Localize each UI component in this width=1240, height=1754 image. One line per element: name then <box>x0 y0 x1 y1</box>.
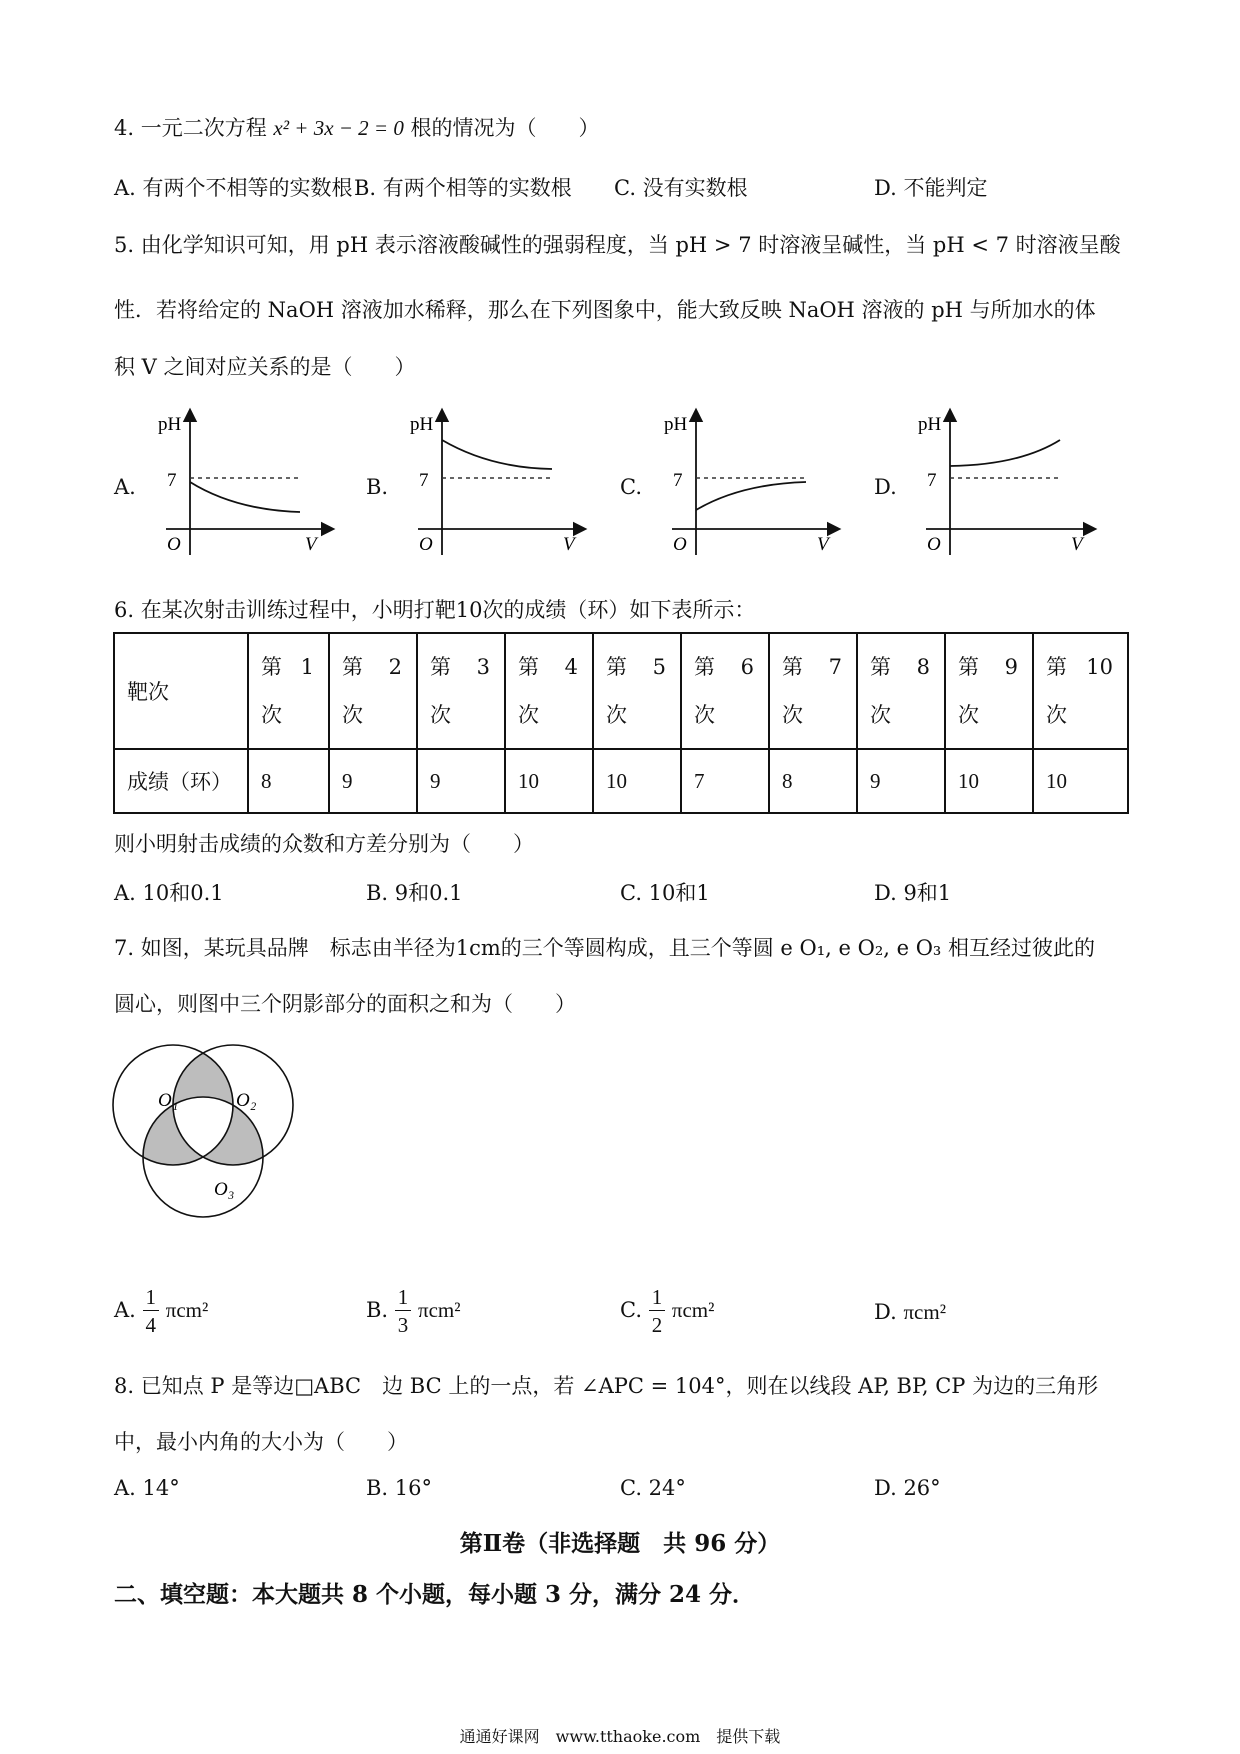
q7-a-letter: A. <box>114 1298 136 1322</box>
attempt-9-b: 9 <box>1004 655 1018 679</box>
q6-stem: 6. 在某次射击训练过程中，小明打靶10次的成绩（环）如下表所示： <box>114 598 756 622</box>
q7-c-tail: πcm² <box>671 1298 715 1322</box>
q5-d-axis-y: pH <box>918 414 942 435</box>
attempt-1-b: 1 <box>300 655 314 679</box>
attempt-cell-3 <box>417 633 505 749</box>
table-row-attempts <box>114 633 1128 749</box>
q5-b-axis-y: pH <box>410 414 434 435</box>
q6-question: 则小明射击成绩的众数和方差分别为（ ） <box>114 832 534 856</box>
q5-d-axis-x: V <box>1071 534 1083 555</box>
attempt-7-c: 次 <box>782 703 803 727</box>
attempt-1-c: 次 <box>261 703 282 727</box>
q4-option-d: D. 不能判定 <box>874 176 988 200</box>
q7-b-num: 1 <box>395 1284 412 1311</box>
q5-line-3: 积 V 之间对应关系的是（ ） <box>114 355 416 379</box>
q7-a-den: 4 <box>145 1313 157 1337</box>
q8-option-b: B. 16° <box>366 1476 433 1500</box>
section-2-title: 第Ⅱ卷（非选择题 共 96 分） <box>459 1530 781 1557</box>
score-cell-2: 9 <box>329 749 417 813</box>
attempt-1-a: 第 <box>261 655 282 679</box>
q4-option-a: A. 有两个不相等的实数根 <box>114 176 353 200</box>
attempt-cell-7 <box>769 633 857 749</box>
q8-line-2: 中，最小内角的大小为（ ） <box>114 1430 408 1454</box>
q5-graph-a-label: A. <box>114 475 136 499</box>
q6-option-d: D. 9和1 <box>874 881 952 905</box>
attempt-6-c: 次 <box>694 703 715 727</box>
q7-d-tail: πcm² <box>903 1300 947 1324</box>
q5-graph-d-label: D. <box>874 475 897 499</box>
attempt-7-b: 7 <box>828 655 842 679</box>
q5-graph-b <box>410 413 582 555</box>
q5-graph-d <box>918 413 1092 555</box>
q7-b-fraction <box>395 1284 412 1339</box>
q8-option-c: C. 24° <box>620 1476 686 1500</box>
q5-graph-b-label: B. <box>366 475 389 499</box>
attempt-6-a: 第 <box>694 655 715 679</box>
q7-c-letter: C. <box>620 1298 642 1322</box>
attempt-3-a: 第 <box>430 655 451 679</box>
attempt-9-a: 第 <box>958 655 979 679</box>
q5-c-ref: 7 <box>673 470 683 491</box>
q8-line-1: 8. 已知点 P 是等边□ABC 边 BC 上的一点，若 ∠APC = 104°，则在以线段 AP, BP, CP 为边的三角形 <box>114 1374 1099 1398</box>
q4-equation: x² + 3x − 2 = 0 <box>273 116 404 140</box>
attempt-cell-5 <box>593 633 681 749</box>
attempt-8-c: 次 <box>870 703 891 727</box>
q7-d-letter: D. <box>874 1300 897 1324</box>
attempt-cell-10 <box>1033 633 1128 749</box>
q5-c-origin: O <box>673 534 687 555</box>
q5-d-ref: 7 <box>927 470 937 491</box>
q8-option-d: D. 26° <box>874 1476 941 1500</box>
q5-a-axis-y: pH <box>158 414 182 435</box>
q5-graph-a <box>158 413 330 555</box>
q7-line-1: 7. 如图，某玩具品牌 标志由半径为1cm的三个等圆构成，且三个等圆 e O₁, e O₂, e O₃ 相互经过彼此的 <box>114 936 1096 960</box>
q4-stem-prefix: 4. 一元二次方程 <box>114 116 267 140</box>
attempt-5-a: 第 <box>606 655 627 679</box>
q5-line-1: 5. 由化学知识可知，用 pH 表示溶液酸碱性的强弱程度，当 pH > 7 时溶液呈碱性，当 pH < 7 时溶液呈酸 <box>114 233 1121 257</box>
attempt-5-c: 次 <box>606 703 627 727</box>
q4-stem-suffix: 根的情况为（ ） <box>410 116 600 140</box>
attempt-4-a: 第 <box>518 655 539 679</box>
attempt-9-c: 次 <box>958 703 979 727</box>
q7-b-letter: B. <box>366 1298 389 1322</box>
q6-option-b: B. 9和0.1 <box>366 881 463 905</box>
q5-a-origin: O <box>167 534 181 555</box>
attempt-10-b: 10 <box>1086 655 1113 679</box>
score-cell-5: 10 <box>593 749 681 813</box>
q7-option-d <box>874 1300 946 1325</box>
attempt-cell-6 <box>681 633 769 749</box>
three-circles-diagram <box>100 1030 350 1250</box>
q7-c-den: 2 <box>651 1313 663 1337</box>
attempt-2-b: 2 <box>388 655 402 679</box>
q7-c-fraction <box>649 1284 666 1339</box>
attempt-cell-8 <box>857 633 945 749</box>
attempt-7-a: 第 <box>782 655 803 679</box>
row-header-attempt: 靶次 <box>114 633 248 749</box>
attempt-10-a: 第 <box>1046 655 1067 679</box>
q4-option-b: B. 有两个相等的实数根 <box>354 176 572 200</box>
q7-option-a <box>114 1284 208 1339</box>
q5-d-origin: O <box>927 534 941 555</box>
q7-line-2: 圆心，则图中三个阴影部分的面积之和为（ ） <box>114 992 576 1016</box>
q5-line-2: 性．若将给定的 NaOH 溶液加水稀释，那么在下列图象中，能大致反映 NaOH 溶液的 pH 与所加水的体 <box>114 298 1096 322</box>
q8-option-a: A. 14° <box>114 1476 180 1500</box>
q5-a-ref: 7 <box>167 470 177 491</box>
score-cell-1: 8 <box>248 749 329 813</box>
attempt-3-b: 3 <box>476 655 490 679</box>
attempt-cell-2 <box>329 633 417 749</box>
attempt-2-c: 次 <box>342 703 363 727</box>
q5-b-ref: 7 <box>419 470 429 491</box>
q5-b-axis-x: V <box>563 534 575 555</box>
q7-b-den: 3 <box>397 1313 409 1337</box>
q7-c-num: 1 <box>649 1284 666 1311</box>
q5-a-axis-x: V <box>305 534 317 555</box>
attempt-8-a: 第 <box>870 655 891 679</box>
table-row-scores <box>114 749 1128 813</box>
row-header-score: 成绩（环） <box>114 749 248 813</box>
score-cell-6: 7 <box>681 749 769 813</box>
q7-b-tail: πcm² <box>417 1298 461 1322</box>
attempt-8-b: 8 <box>916 655 930 679</box>
label-o2: O₂ <box>236 1090 257 1111</box>
q6-option-a: A. 10和0.1 <box>114 881 224 905</box>
q5-c-axis-x: V <box>817 534 829 555</box>
q5-c-axis-y: pH <box>664 414 688 435</box>
q5-graphs <box>0 0 1240 600</box>
attempt-3-c: 次 <box>430 703 451 727</box>
q4-option-c: C. 没有实数根 <box>614 176 748 200</box>
attempt-6-b: 6 <box>740 655 754 679</box>
score-cell-10: 10 <box>1033 749 1128 813</box>
attempt-4-b: 4 <box>564 655 578 679</box>
score-table <box>113 632 1129 814</box>
q7-a-fraction <box>143 1284 160 1339</box>
page-footer: 通通好课网 www.tthaoke.com 提供下载 <box>459 1727 781 1746</box>
q5-b-origin: O <box>419 534 433 555</box>
attempt-5-b: 5 <box>652 655 666 679</box>
q6-option-c: C. 10和1 <box>620 881 710 905</box>
attempt-cell-1 <box>248 633 329 749</box>
section-2-part-title: 二、填空题：本大题共 8 个小题，每小题 3 分，满分 24 分． <box>114 1581 756 1608</box>
label-o1: O₁ <box>158 1090 179 1111</box>
q5-graph-c-label: C. <box>620 475 642 499</box>
q7-a-tail: πcm² <box>165 1298 209 1322</box>
score-cell-3: 9 <box>417 749 505 813</box>
q7-option-b <box>366 1284 461 1339</box>
score-cell-8: 9 <box>857 749 945 813</box>
score-cell-9: 10 <box>945 749 1033 813</box>
score-cell-7: 8 <box>769 749 857 813</box>
label-o3: O₃ <box>214 1179 235 1200</box>
attempt-cell-4 <box>505 633 593 749</box>
score-cell-4: 10 <box>505 749 593 813</box>
q5-graph-c <box>664 413 836 555</box>
attempt-2-a: 第 <box>342 655 363 679</box>
q7-option-c <box>620 1284 714 1339</box>
attempt-4-c: 次 <box>518 703 539 727</box>
attempt-10-c: 次 <box>1046 703 1067 727</box>
q7-a-num: 1 <box>143 1284 160 1311</box>
attempt-cell-9 <box>945 633 1033 749</box>
